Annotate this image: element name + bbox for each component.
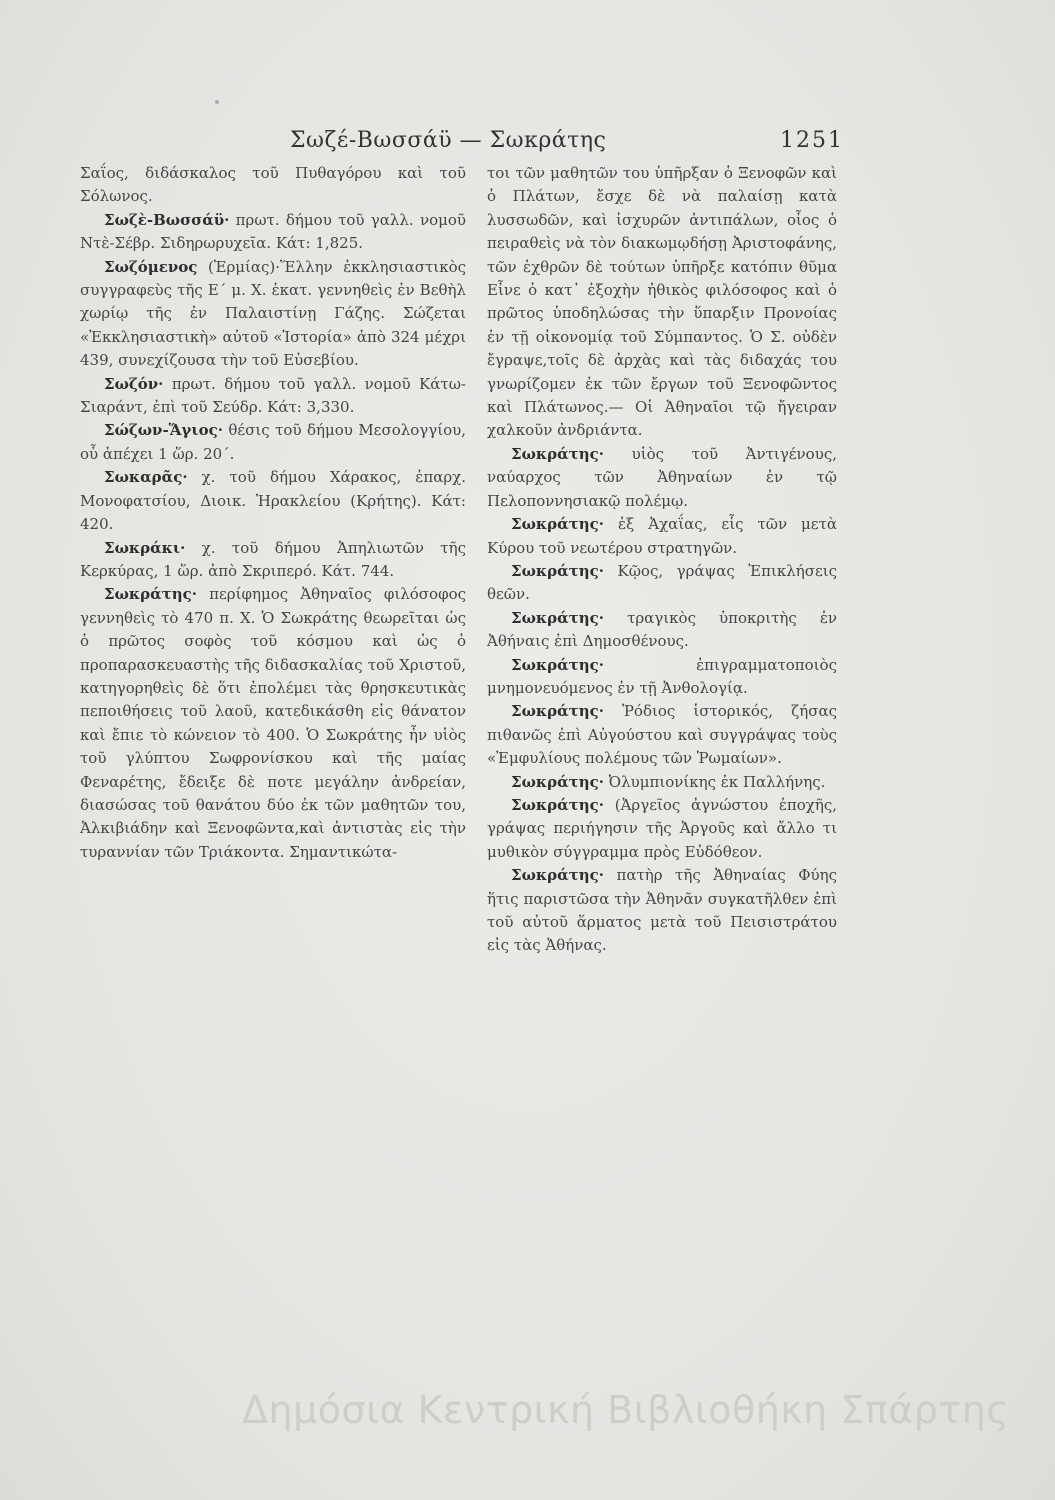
entry-text: (Ἀργεῖος ἀγνώστου ἐποχῆς, γράψας περιήγησιν τῆς Ἀργοῦς καὶ ἄλλο τι μυθικὸν σύγγραμμα πρὸς Εὐδόθεον. xyxy=(487,795,837,861)
entry-headword: Σωκράτης· xyxy=(104,585,198,604)
entry-text: ἐξ Ἀχαΐας, εἷς τῶν μετὰ Κύρου τοῦ νεωτέρου στρατηγῶν. xyxy=(487,515,837,557)
entry-text: θέσις τοῦ δήμου Μεσολογγίου, οὗ ἀπέχει 1 ὥρ. 20΄. xyxy=(80,421,466,463)
entry-headword: Σωκράτης· xyxy=(511,795,605,814)
entry-text: χ. τοῦ δήμου Ἀπηλιωτῶν τῆς Κερκύρας, 1 ὥρ. ἀπὸ Σκριπερό. Κάτ. 744. xyxy=(80,538,466,580)
entry-headword: Σωκράτης· xyxy=(511,444,605,463)
dictionary-entry xyxy=(487,513,837,560)
entry-headword: Σωκαρᾶς· xyxy=(104,468,188,487)
entry-text: πρωτ. δήμου τοῦ γαλλ. νομοῦ Ντὲ-Σέβρ. Σιδηρωρυχεῖα. Κάτ: 1,825. xyxy=(80,210,466,253)
dictionary-entry xyxy=(80,466,466,536)
dictionary-entry xyxy=(80,583,466,864)
entry-headword: Σωκράτης· xyxy=(511,772,605,791)
entry-headword: Σωζὲ-Βωσσάϋ· xyxy=(104,210,230,229)
dictionary-entry xyxy=(80,209,466,256)
library-watermark: Δημόσια Κεντρική Βιβλιοθήκη Σπάρτης xyxy=(242,1388,1010,1432)
entry-headword: Σωκράτης· xyxy=(511,561,605,580)
entry-headword: Σωκράτης· xyxy=(511,608,605,627)
continued-text xyxy=(487,162,837,443)
entry-text: (Ἑρμίας)·Ἕλλην ἐκκλησιαστικὸς συγγραφεὺς τῆς Ε΄ μ. Χ. ἑκατ. γεννηθεὶς ἐν Βεθὴλ χωρίῳ τῆς ἐν Παλαιστίνῃ Γάζης. Σώζεται «Ἐκκλησιαστικὴ» αὐτοῦ «Ἱστορία» ἀπὸ 324 μέχρι 439, συνεχίζουσα τὴν τοῦ Εὐσεβίου. xyxy=(80,257,466,370)
running-title: Σωζέ-Βωσσάϋ — Σωκράτης xyxy=(290,128,607,153)
continued-text xyxy=(80,162,466,209)
entry-headword: Σωζόν· xyxy=(104,374,164,393)
entry-headword: Σωζόμενος xyxy=(104,257,198,276)
entry-headword: Σωκράτης· xyxy=(511,655,605,674)
dictionary-entry xyxy=(487,794,837,864)
entry-text: πρωτ. δήμου τοῦ γαλλ. νομοῦ Κάτω-Σιαράντ, ἐπὶ τοῦ Σεύδρ. Κάτ: 3,330. xyxy=(80,374,466,417)
dictionary-entry xyxy=(487,560,837,607)
entry-headword: Σωκράκι· xyxy=(104,538,186,557)
entry-text: Σαΐος, διδάσκαλος τοῦ Πυθαγόρου καὶ τοῦ Σόλωνος. xyxy=(80,164,466,206)
entry-text: χ. τοῦ δήμου Χάρακος, ἐπαρχ. Μονοφατσίου, Διοικ. Ἡρακλείου (Κρήτης). Κάτ: 420. xyxy=(80,468,466,534)
entry-text: τραγικὸς ὑποκριτὴς ἐν Ἀθήναις ἐπὶ Δημοσθένους. xyxy=(487,608,837,651)
dictionary-entry xyxy=(80,373,466,420)
dictionary-entry xyxy=(487,607,837,654)
page-number: 1251 xyxy=(780,128,844,153)
dictionary-entry xyxy=(487,700,837,770)
dictionary-entry xyxy=(80,256,466,373)
entry-text: πατὴρ τῆς Ἀθηναίας Φύης ἥτις παριστῶσα τὴν Ἀθηνᾶν συγκατῆλθεν ἐπὶ τοῦ αὐτοῦ ἅρματος μετὰ τοῦ Πεισιστράτου εἰς τὰς Ἀθήνας. xyxy=(487,866,837,955)
dictionary-entry xyxy=(487,654,837,701)
entry-headword: Σωκράτης· xyxy=(511,866,605,885)
entry-text: Ὀλυμπιονίκης ἐκ Παλλήνης. xyxy=(604,772,826,791)
ink-speck xyxy=(215,100,219,104)
entry-text: Κῷος, γράψας Ἐπικλήσεις θεῶν. xyxy=(487,561,837,604)
entry-headword: Σώζων-Ἅγιος· xyxy=(104,421,223,440)
dictionary-entry xyxy=(80,537,466,584)
entry-text: ἐπιγραμματοποιὸς μνημονευόμενος ἐν τῇ Ἀνθολογίᾳ. xyxy=(487,655,837,697)
dictionary-entry xyxy=(487,443,837,513)
entry-text: περίφημος Ἀθηναῖος φιλόσοφος γεννηθεὶς τὸ 470 π. Χ. Ὁ Σωκράτης θεωρεῖται ὡς ὁ πρῶτος σοφὸς τοῦ κόσμου καὶ ὡς ὁ προπαρασκευαστὴς τῆς διδασκαλίας τοῦ Χριστοῦ, κατηγορηθεὶς δὲ ὅτι ἐπολέμει τὰς θρησκευτικὰς πεποιθήσεις τοῦ λαοῦ, κατεδικάσθη εἰς θάνατον καὶ ἔπιε τὸ κώνειον τὸ 400. Ὁ Σωκράτης ἦν υἱὸς τοῦ γλύπτου Σωφρονίσκου καὶ τῆς μαίας Φεναρέτης, ἔδειξε δὲ ποτε μεγάλην ἀνδρείαν, διασώσας τοῦ θανάτου δύο ἐκ τῶν μαθητῶν του, Ἀλκιβιάδην καὶ Ξενοφῶντα,καὶ ἀντιστὰς εἰς τὴν τυραννίαν τῶν Τριάκοντα. Σημαντικώτα- xyxy=(80,585,466,861)
left-column xyxy=(80,162,466,864)
dictionary-entry xyxy=(487,771,837,794)
page-header xyxy=(0,128,1055,162)
entry-headword: Σωκράτης· xyxy=(511,515,605,534)
entry-text: υἱὸς τοῦ Ἀντιγένους, ναύαρχος τῶν Ἀθηναίων ἐν τῷ Πελοποννησιακῷ πολέμῳ. xyxy=(487,444,837,510)
dictionary-entry xyxy=(80,419,466,466)
entry-text: Ῥόδιος ἱστορικός, ζήσας πιθανῶς ἐπὶ Αὐγούστου καὶ συγγράψας τοὺς «Ἐμφυλίους πολέμους τῶν Ῥωμαίων». xyxy=(487,702,837,768)
right-column xyxy=(487,162,837,958)
entry-headword: Σωκράτης· xyxy=(511,702,605,721)
entry-text: τοι τῶν μαθητῶν του ὑπῆρξαν ὁ Ξενοφῶν καὶ ὁ Πλάτων, ἔσχε δὲ νὰ παλαίσῃ κατὰ λυσσωδῶν, καὶ ἰσχυρῶν ἀντιπάλων, οἷος ὁ πειραθεὶς νὰ τὸν διακωμῳδήσῃ Ἀριστοφάνης, τῶν ἐχθρῶν δὲ τούτων ὑπῆρξε κατόπιν θῦμα Εἶνε ὁ κατ᾽ ἐξοχὴν ἠθικὸς φιλόσοφος καὶ ὁ πρῶτος ὑποδηλώσας τὴν ὕπαρξιν Προνοίας ἐν τῇ οἰκονομίᾳ τοῦ Σύμπαντος. Ὁ Σ. οὐδὲν ἔγραψε,τοῖς δὲ ἀρχὰς καὶ τὰς διδαχάς του γνωρίζομεν ἐκ τῶν ἔργων τοῦ Ξενοφῶντος καὶ Πλάτωνος.— Οἱ Ἀθηναῖοι τῷ ἤγειραν χαλκοῦν ἀνδριάντα. xyxy=(487,164,837,440)
dictionary-entry xyxy=(487,864,837,958)
